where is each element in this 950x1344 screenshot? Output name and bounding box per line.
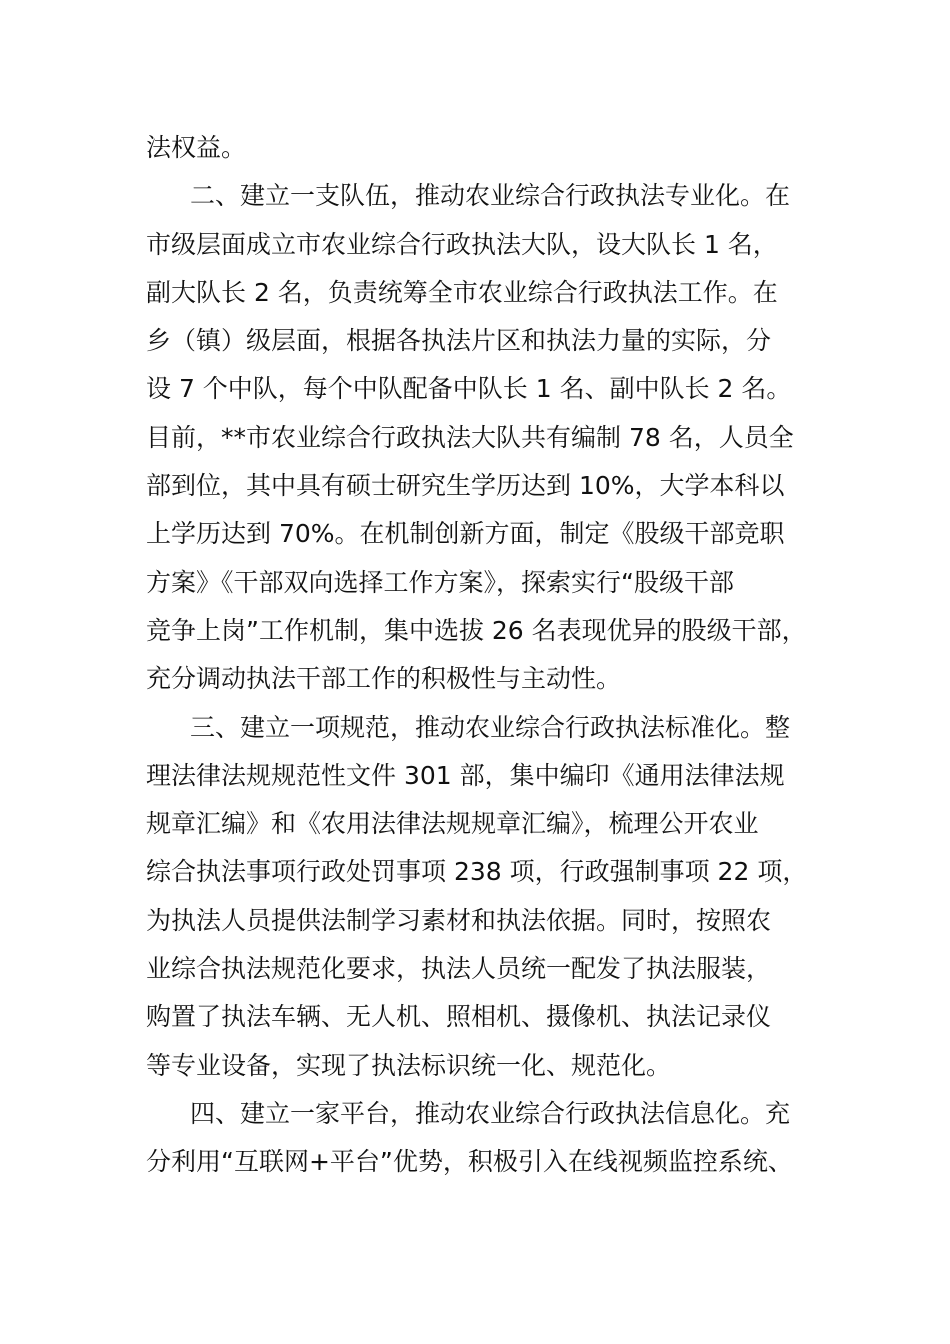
text-line: 理法律法规规范性文件 301 部，集中编印《通用法律法规 <box>146 760 785 790</box>
text-line: 等专业设备，实现了执法标识统一化、规范化。 <box>146 1050 672 1080</box>
text-line: 规章汇编》和《农用法律法规规章汇编》，梳理公开农业 <box>146 809 759 839</box>
text-line: 上学历达到 70%。在机制创新方面，制定《股级干部竞职 <box>146 519 785 549</box>
paragraph-start-line: 二、建立一支队伍，推动农业综合行政执法专业化。在 <box>190 181 791 211</box>
text-line: 法权益。 <box>146 133 247 162</box>
text-line: 为执法人员提供法制学习素材和执法依据。同时，按照农 <box>146 905 772 935</box>
paragraph-start-line: 三、建立一项规范，推动农业综合行政执法标准化。整 <box>190 712 791 742</box>
text-line: 部到位，其中具有硕士研究生学历达到 10%，大学本科以 <box>146 471 785 501</box>
text-line: 目前，**市农业综合行政执法大队共有编制 78 名，人员全 <box>146 422 794 452</box>
text-line: 乡（镇）级层面，根据各执法片区和执法力量的实际，分 <box>146 326 772 356</box>
text-line: 综合执法事项行政处罚事项 238 项，行政强制事项 22 项， <box>146 857 808 887</box>
text-line: 购置了执法车辆、无人机、照相机、摄像机、执法记录仪 <box>146 1002 772 1032</box>
text-line: 设 7 个中队，每个中队配备中队长 1 名、副中队长 2 名。 <box>146 374 792 404</box>
text-line: 竞争上岗”工作机制，集中选拔 26 名表现优异的股级干部， <box>146 615 807 645</box>
paragraph-start-line: 四、建立一家平台，推动农业综合行政执法信息化。充 <box>190 1098 791 1128</box>
text-line: 业综合执法规范化要求，执法人员统一配发了执法服装， <box>146 954 772 984</box>
text-line: 市级层面成立市农业综合行政执法大队，设大队长 1 名， <box>146 229 778 259</box>
text-line: 副大队长 2 名，负责统筹全市农业综合行政执法工作。在 <box>146 277 778 307</box>
document-body <box>146 124 826 1187</box>
text-line: 充分调动执法干部工作的积极性与主动性。 <box>146 664 622 694</box>
text-line: 分利用“互联网+平台”优势，积极引入在线视频监控系统、 <box>146 1147 793 1177</box>
text-line: 方案》《干部双向选择工作方案》，探索实行“股级干部 <box>146 567 734 597</box>
